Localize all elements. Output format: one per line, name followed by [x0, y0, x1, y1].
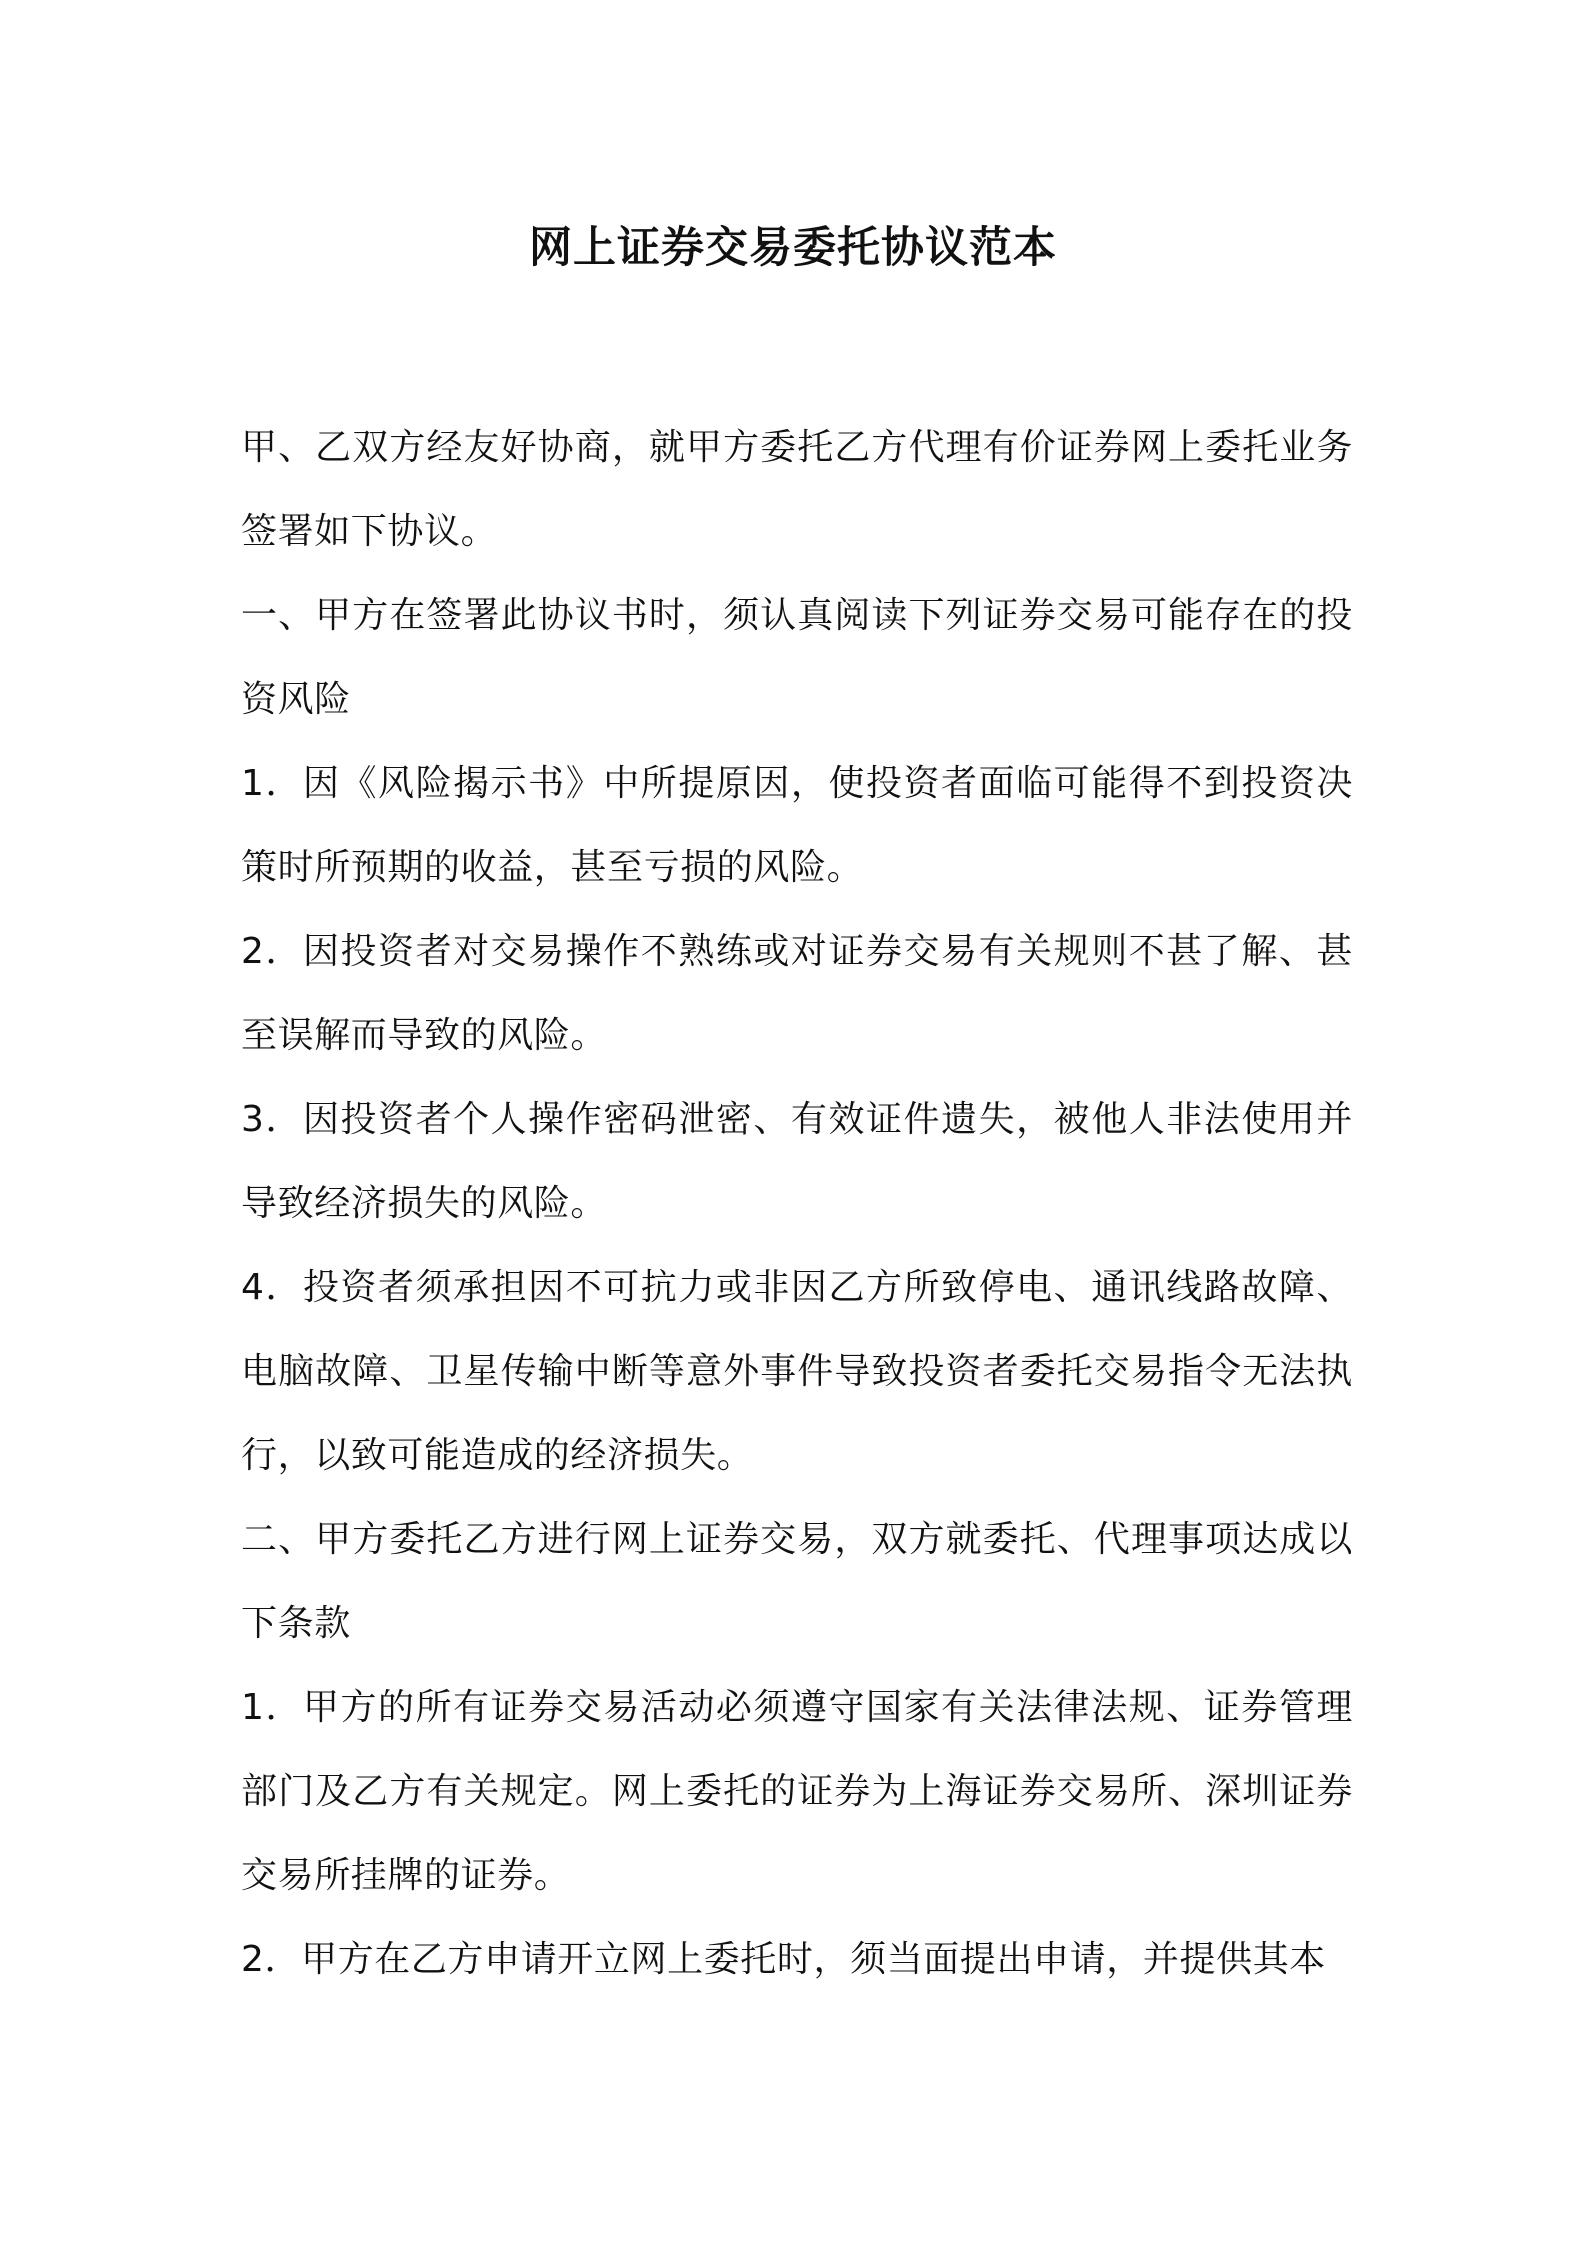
- clause-item-2: 2．甲方在乙方申请开立网上委托时，须当面提出申请，并提供其本: [241, 1939, 1326, 1980]
- paragraph-intro: 甲、乙双方经友好协商，就甲方委托乙方代理有价证券网上委托业务签署如下协议。: [241, 427, 1353, 552]
- section-heading-2: 二、甲方委托乙方进行网上证券交易，双方就委托、代理事项达成以下条款: [241, 1519, 1353, 1644]
- document-title: 网上证券交易委托协议范本: [529, 223, 1057, 273]
- section-heading-1: 一、甲方在签署此协议书时，须认真阅读下列证券交易可能存在的投资风险: [241, 595, 1353, 720]
- clause-item-1: 1．甲方的所有证券交易活动必须遵守国家有关法律法规、证券管理部门及乙方有关规定。网上委托的证券为上海证券交易所、深圳证券交易所挂牌的证券。: [241, 1687, 1353, 1896]
- risk-item-3: 3．因投资者个人操作密码泄密、有效证件遗失，被他人非法使用并导致经济损失的风险。: [241, 1099, 1353, 1224]
- risk-item-2: 2．因投资者对交易操作不熟练或对证券交易有关规则不甚了解、甚至误解而导致的风险。: [241, 931, 1353, 1056]
- document-body: [241, 406, 1353, 2002]
- risk-item-1: 1．因《风险揭示书》中所提原因，使投资者面临可能得不到投资决策时所预期的收益，甚至亏损的风险。: [241, 763, 1353, 888]
- risk-item-4: 4．投资者须承担因不可抗力或非因乙方所致停电、通讯线路故障、电脑故障、卫星传输中断等意外事件导致投资者委托交易指令无法执行，以致可能造成的经济损失。: [241, 1267, 1353, 1476]
